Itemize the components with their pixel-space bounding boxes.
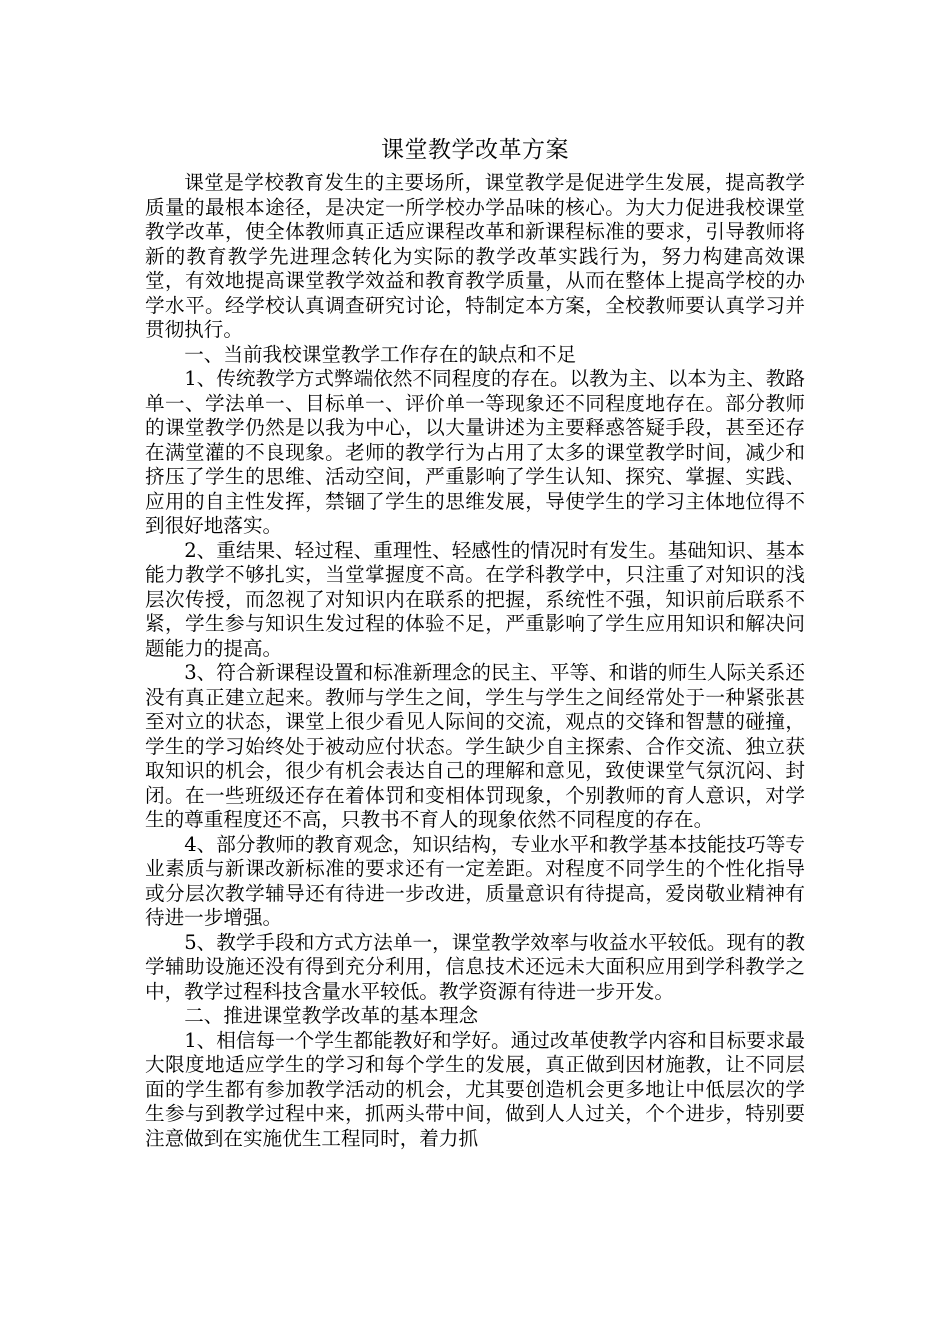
section-heading-2: 二、推进课堂教学改革的基本理念 — [184, 1004, 479, 1027]
intro-paragraph: 课堂是学校教育发生的主要场所，课堂教学是促进学生发展，提高教学质量的最根本途径，是决定一所学校办学品味的核心。为大力促进我校课堂教学改革，使全体教师真正适应课程改革和新课程标准的要求，引导教师将新的教育教学先进理念转化为实际的教学改革实践行为，努力构建高效课堂，有效地提高课堂教学效益和教育教学质量，从而在整体上提高学校的办学水平。经学校认真调查研究讨论，特制定本方案，全校教师要认真学习并贯彻执行。 — [145, 171, 805, 341]
document-title: 课堂教学改革方案 — [381, 137, 569, 163]
section1-item-5: 5、教学手段和方式方法单一，课堂教学效率与收益水平较低。现有的教学辅助设施还没有得到充分利用，信息技术还远未大面积应用到学科教学之中，教学过程科技含量水平较低。教学资源有待进一步开发。 — [145, 930, 805, 1003]
section2-item-1: 1、相信每一个学生都能教好和学好。通过改革使教学内容和目标要求最大限度地适应学生的学习和每个学生的发展，真正做到因材施教，让不同层面的学生都有参加教学活动的机会，尤其要创造机会更多地让中低层次的学生参与到教学过程中来，抓两头带中间，做到人人过关，个个进步，特别要注意做到在实施优生工程同时，着力抓 — [145, 1028, 805, 1150]
section1-item-3: 3、符合新课程设置和标准新理念的民主、平等、和谐的师生人际关系还没有真正建立起来。教师与学生之间，学生与学生之间经常处于一种紧张甚至对立的状态，课堂上很少看见人际间的交流，观点的交锋和智慧的碰撞，学生的学习始终处于被动应付状态。学生缺少自主探索、合作交流、独立获取知识的机会，很少有机会表达自己的理解和意见，致使课堂气氛沉闷、封闭。在一些班级还存在着体罚和变相体罚现象，个别教师的育人意识，对学生的尊重程度还不高，只教书不育人的现象依然不同程度的存在。 — [145, 661, 805, 831]
section1-item-1: 1、传统教学方式弊端依然不同程度的存在。以教为主、以本为主、教路单一、学法单一、目标单一、评价单一等现象还不同程度地存在。部分教师的课堂教学仍然是以我为中心，以大量讲述为主要释惑答疑手段，甚至还存在满堂灌的不良现象。老师的教学行为占用了太多的课堂教学时间，减少和挤压了学生的思维、活动空间，严重影响了学生认知、探究、掌握、实践、应用的自主性发挥，禁锢了学生的思维发展，导使学生的学习主体地位得不到很好地落实。 — [145, 367, 805, 537]
section1-item-2: 2、重结果、轻过程、重理性、轻感性的情况时有发生。基础知识、基本能力教学不够扎实，当堂掌握度不高。在学科教学中，只注重了对知识的浅层次传授，而忽视了对知识内在联系的把握，系统性不强，知识前后联系不紧，学生参与知识生发过程的体验不足，严重影响了学生应用知识和解决问题能力的提高。 — [145, 538, 805, 660]
section1-item-4: 4、部分教师的教育观念，知识结构，专业水平和教学基本技能技巧等专业素质与新课改新标准的要求还有一定差距。对程度不同学生的个性化指导或分层次教学辅导还有待进一步改进，质量意识有待提高，爱岗敬业精神有待进一步增强。 — [145, 832, 805, 929]
section-heading-1: 一、当前我校课堂教学工作存在的缺点和不足 — [184, 342, 577, 366]
document-page — [145, 131, 805, 1151]
